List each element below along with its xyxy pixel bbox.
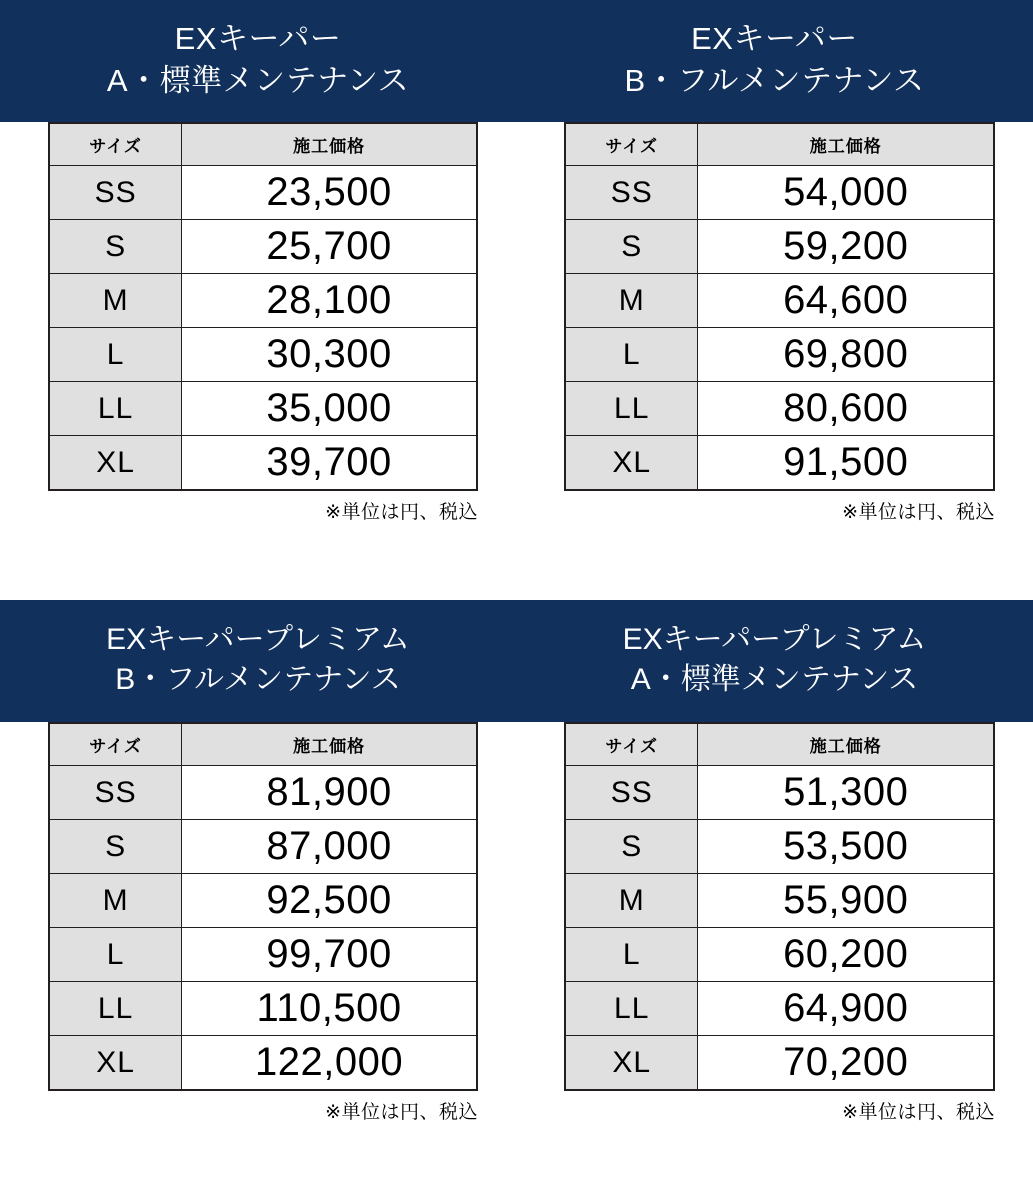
- cell-size: XL: [49, 436, 182, 491]
- cell-price: 91,500: [698, 436, 994, 491]
- cell-price: 60,200: [698, 928, 994, 982]
- cell-size: M: [49, 274, 182, 328]
- table-row: [49, 274, 477, 328]
- cell-size: M: [565, 274, 698, 328]
- cell-price: 69,800: [698, 328, 994, 382]
- cell-size: L: [49, 328, 182, 382]
- cell-price: 39,700: [182, 436, 477, 491]
- price-table-wrapper: [516, 722, 1033, 1091]
- cell-price: 54,000: [698, 166, 994, 220]
- column-header-size: サイズ: [565, 123, 698, 166]
- price-panel-ex-keeper-b: [516, 0, 1033, 600]
- cell-price: 80,600: [698, 382, 994, 436]
- table-row: [565, 874, 994, 928]
- cell-size: SS: [565, 166, 698, 220]
- cell-price: 81,900: [182, 766, 477, 820]
- cell-size: S: [565, 820, 698, 874]
- price-table: [564, 722, 995, 1091]
- table-row: [565, 820, 994, 874]
- cell-price: 35,000: [182, 382, 477, 436]
- price-note: ※単位は円、税込: [325, 1102, 478, 1123]
- table-row: [565, 220, 994, 274]
- cell-price: 92,500: [182, 874, 477, 928]
- table-row: [49, 820, 477, 874]
- price-note: ※単位は円、税込: [842, 502, 995, 523]
- column-header-size: サイズ: [49, 723, 182, 766]
- cell-price: 30,300: [182, 328, 477, 382]
- table-row: [49, 382, 477, 436]
- table-row: [565, 1036, 994, 1091]
- column-header-price: 施工価格: [698, 723, 994, 766]
- table-row: [49, 874, 477, 928]
- cell-price: 23,500: [182, 166, 477, 220]
- table-row: [49, 982, 477, 1036]
- table-header-row: [49, 723, 477, 766]
- cell-price: 64,600: [698, 274, 994, 328]
- column-header-size: サイズ: [49, 123, 182, 166]
- panel-title-line-2: B・フルメンテナンス: [624, 63, 925, 98]
- table-row: [49, 166, 477, 220]
- cell-size: SS: [49, 166, 182, 220]
- column-header-size: サイズ: [565, 723, 698, 766]
- table-row: [565, 928, 994, 982]
- price-note: ※単位は円、税込: [325, 502, 478, 523]
- table-header-row: [565, 723, 994, 766]
- cell-size: XL: [49, 1036, 182, 1091]
- price-panel-ex-keeper-premium-b: [0, 600, 516, 1200]
- price-note: ※単位は円、税込: [842, 1102, 995, 1123]
- cell-size: SS: [565, 766, 698, 820]
- panel-title-banner: [0, 600, 516, 722]
- price-table-wrapper: [0, 722, 516, 1091]
- cell-price: 55,900: [698, 874, 994, 928]
- column-header-price: 施工価格: [182, 723, 477, 766]
- table-row: [565, 166, 994, 220]
- table-row: [49, 436, 477, 491]
- cell-size: XL: [565, 1036, 698, 1091]
- cell-price: 25,700: [182, 220, 477, 274]
- table-row: [565, 382, 994, 436]
- table-row: [565, 436, 994, 491]
- table-row: [565, 766, 994, 820]
- price-table-wrapper: [516, 122, 1033, 491]
- panel-title-banner: [516, 600, 1033, 722]
- cell-size: L: [565, 328, 698, 382]
- panel-title-line-1: EXキーパープレミアム: [622, 622, 927, 656]
- price-table: [48, 122, 478, 491]
- panel-title-banner: [0, 0, 516, 122]
- panel-title-line-2: B・フルメンテナンス: [115, 663, 401, 696]
- cell-price: 53,500: [698, 820, 994, 874]
- table-row: [49, 1036, 477, 1091]
- panel-title-line-1: EXキーパープレミアム: [106, 622, 410, 656]
- cell-size: L: [565, 928, 698, 982]
- cell-size: S: [565, 220, 698, 274]
- table-header-row: [565, 123, 994, 166]
- cell-price: 64,900: [698, 982, 994, 1036]
- cell-size: XL: [565, 436, 698, 491]
- table-row: [49, 766, 477, 820]
- cell-price: 28,100: [182, 274, 477, 328]
- panel-title-line-1: EXキーパー: [174, 21, 342, 57]
- cell-size: LL: [49, 382, 182, 436]
- cell-size: S: [49, 820, 182, 874]
- cell-size: S: [49, 220, 182, 274]
- cell-price: 110,500: [182, 982, 477, 1036]
- cell-size: SS: [49, 766, 182, 820]
- cell-price: 122,000: [182, 1036, 477, 1091]
- panel-title-line-2: A・標準メンテナンス: [630, 663, 919, 696]
- table-header-row: [49, 123, 477, 166]
- price-table: [48, 722, 478, 1091]
- panel-title-banner: [516, 0, 1033, 122]
- cell-size: M: [565, 874, 698, 928]
- cell-price: 59,200: [698, 220, 994, 274]
- price-panel-ex-keeper-a: [0, 0, 516, 600]
- table-row: [49, 928, 477, 982]
- cell-price: 99,700: [182, 928, 477, 982]
- cell-price: 70,200: [698, 1036, 994, 1091]
- table-row: [565, 328, 994, 382]
- table-row: [565, 982, 994, 1036]
- cell-size: L: [49, 928, 182, 982]
- cell-size: M: [49, 874, 182, 928]
- cell-size: LL: [565, 382, 698, 436]
- table-row: [565, 274, 994, 328]
- panel-title-line-1: EXキーパー: [691, 21, 858, 57]
- table-row: [49, 220, 477, 274]
- column-header-price: 施工価格: [182, 123, 477, 166]
- price-table: [564, 122, 995, 491]
- panel-title-line-2: A・標準メンテナンス: [106, 63, 410, 98]
- column-header-price: 施工価格: [698, 123, 994, 166]
- cell-size: LL: [565, 982, 698, 1036]
- price-panel-ex-keeper-premium-a: [516, 600, 1033, 1200]
- price-table-wrapper: [0, 122, 516, 491]
- table-row: [49, 328, 477, 382]
- cell-size: LL: [49, 982, 182, 1036]
- cell-price: 87,000: [182, 820, 477, 874]
- cell-price: 51,300: [698, 766, 994, 820]
